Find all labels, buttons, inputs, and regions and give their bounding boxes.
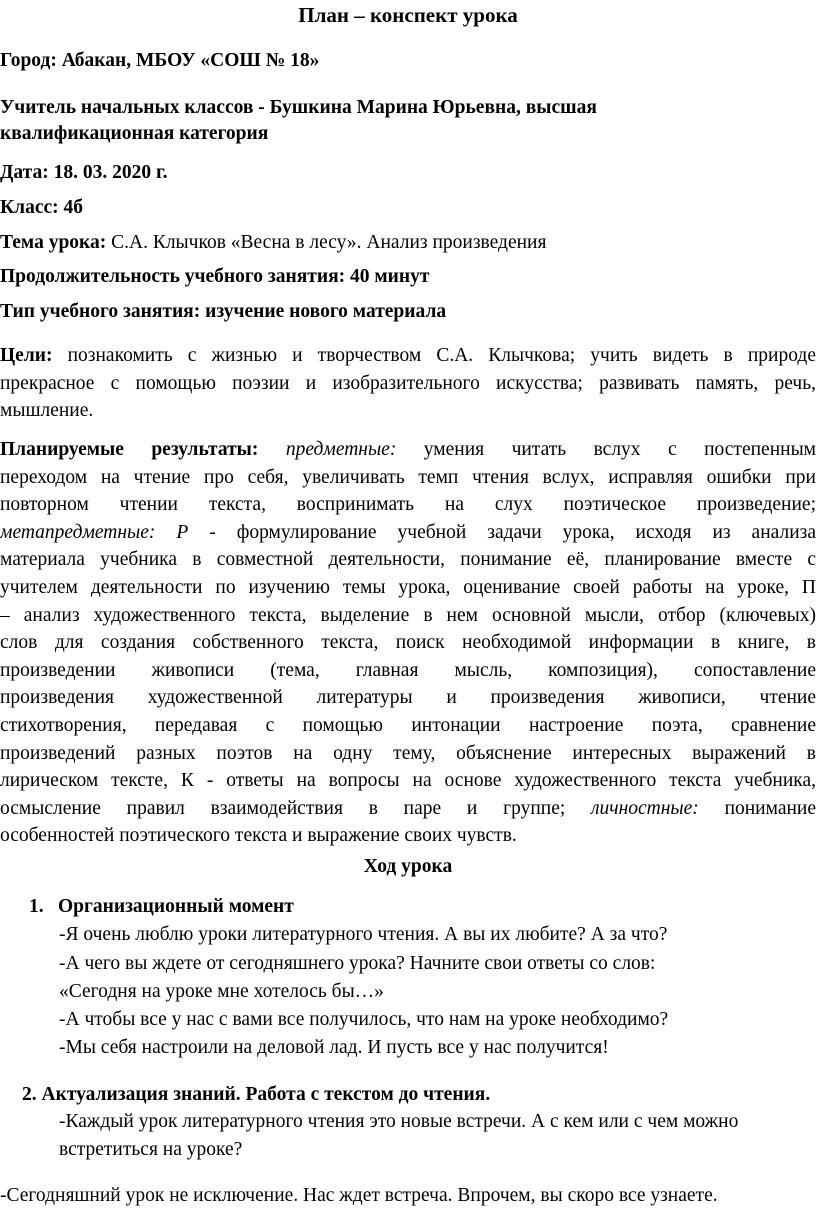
results-row-5: материала учебника в совместной деятельности, понимание её, планирование вместе с xyxy=(0,549,816,571)
section-2-title: 2. Актуализация знаний. Работа с текстом до чтения. xyxy=(22,1084,491,1105)
topic-label: Тема урока: xyxy=(0,232,107,253)
city-line xyxy=(0,47,816,74)
page-title: План – конспект урока xyxy=(298,3,518,27)
results-row-8: слов для создания собственного текста, поиск необходимой информации в книге, в xyxy=(0,632,816,654)
teacher-line-1: Учитель начальных классов - Бушкина Марина Юрьевна, высшая xyxy=(0,97,597,118)
results-row-2: переходом на чтение про себя, увеличивать темп чтения вслух, исправляя ошибки при xyxy=(0,466,816,488)
goals-row-3: мышление. xyxy=(0,400,94,422)
topic-value: С.А. Клычков «Весна в лесу». Анализ произведения xyxy=(111,232,547,253)
section-2-line-2: встретиться на уроке? xyxy=(59,1139,243,1160)
class-value: 4б xyxy=(63,197,84,218)
section-1-line-2: -А чего вы ждете от сегодняшнего урока? Начните свои ответы со слов: xyxy=(59,952,656,974)
section-1-line-1: -Я очень люблю уроки литературного чтения. А вы их любите? А за что? xyxy=(59,924,668,946)
section-1-number: 1. xyxy=(29,896,44,917)
results-row-12: произведений разных поэтов на одну тему, объяснение интересных выражений в xyxy=(0,742,816,764)
teacher-line-2: квалификационная категория xyxy=(0,123,269,144)
results-row-13: лирическом тексте, К - ответы на вопросы на основе художественного текста учебника, xyxy=(0,770,816,792)
city-label: Город: xyxy=(0,50,57,71)
results-paragraph xyxy=(0,436,816,850)
results-row-3: повторном чтении текста, воспринимать на слух поэтическое произведение; xyxy=(0,494,816,516)
goals-label: Цели: xyxy=(0,345,53,366)
results-row-15: особенностей поэтического текста и выражение своих чувств. xyxy=(0,825,517,847)
results-row-1: Планируемые результаты: предметные: умения читать вслух с постепенным xyxy=(0,439,816,460)
goals-row-2: прекрасное с помощью поэзии и изобразительного искусства; развивать память, речь, xyxy=(0,372,816,394)
results-row-11: стихотворения, передавая с помощью интонации настроение поэта, сравнение xyxy=(0,714,816,736)
date-label: Дата: xyxy=(0,162,49,183)
results-row-6: учителем деятельности по изучению темы урока, оценивание своей работы на уроке, П xyxy=(0,576,816,598)
results-row-4: метапредметные: Р - формулирование учебной задачи урока, исходя из анализа xyxy=(0,521,816,543)
class-line xyxy=(0,194,816,221)
duration-line: Продолжительность учебного занятия: 40 минут xyxy=(0,266,430,287)
class-label: Класс: xyxy=(0,197,59,218)
goals-paragraph xyxy=(0,342,816,425)
goals-row-1: Цели: познакомить с жизнью и творчеством С.А. Клычкова; учить видеть в природе xyxy=(0,345,816,366)
meta-label: метапредметные: Р xyxy=(0,521,189,543)
results-row-14: осмысление правил взаимодействия в паре и группе; личностные: понимание xyxy=(0,797,816,819)
results-row-10: произведения художественной литературы и произведения живописи, чтение xyxy=(0,687,816,709)
results-row-9: произведении живописи (тема, главная мысль, композиция), сопоставление xyxy=(0,659,816,681)
course-heading: Ход урока xyxy=(363,856,453,877)
date-value: 18. 03. 2020 г. xyxy=(53,162,168,183)
subject-label: предметные: xyxy=(285,439,397,460)
section-1-title: 1. Организационный момент xyxy=(0,893,816,921)
section-1-line-4: -А чтобы все у нас с вами все получилось, что нам на уроке необходимо? xyxy=(59,1009,669,1031)
section-1-line-5: -Мы себя настроили на деловой лад. И пусть все у нас получится! xyxy=(59,1037,609,1059)
results-row-7: – анализ художественного текста, выделение в нем основной мысли, отбор (ключевых) xyxy=(0,604,816,626)
date-line xyxy=(0,159,816,186)
city-value: Абакан, МБОУ «СОШ № 18» xyxy=(61,50,320,71)
type-line: Тип учебного занятия: изучение нового материала xyxy=(0,301,447,322)
section-2-line-1: -Каждый урок литературного чтения это новые встречи. А с кем или с чем можно xyxy=(59,1111,739,1132)
topic-line xyxy=(0,229,816,256)
personal-label: личностные: xyxy=(591,797,699,819)
section-1-line-3: «Сегодня на уроке мне хотелось бы…» xyxy=(59,980,384,1002)
section-1 xyxy=(0,893,816,1063)
closing-line: -Сегодняшний урок не исключение. Нас ждет встреча. Впрочем, вы скоро все узнаете. xyxy=(0,1185,718,1206)
results-label: Планируемые результаты: xyxy=(0,439,259,460)
